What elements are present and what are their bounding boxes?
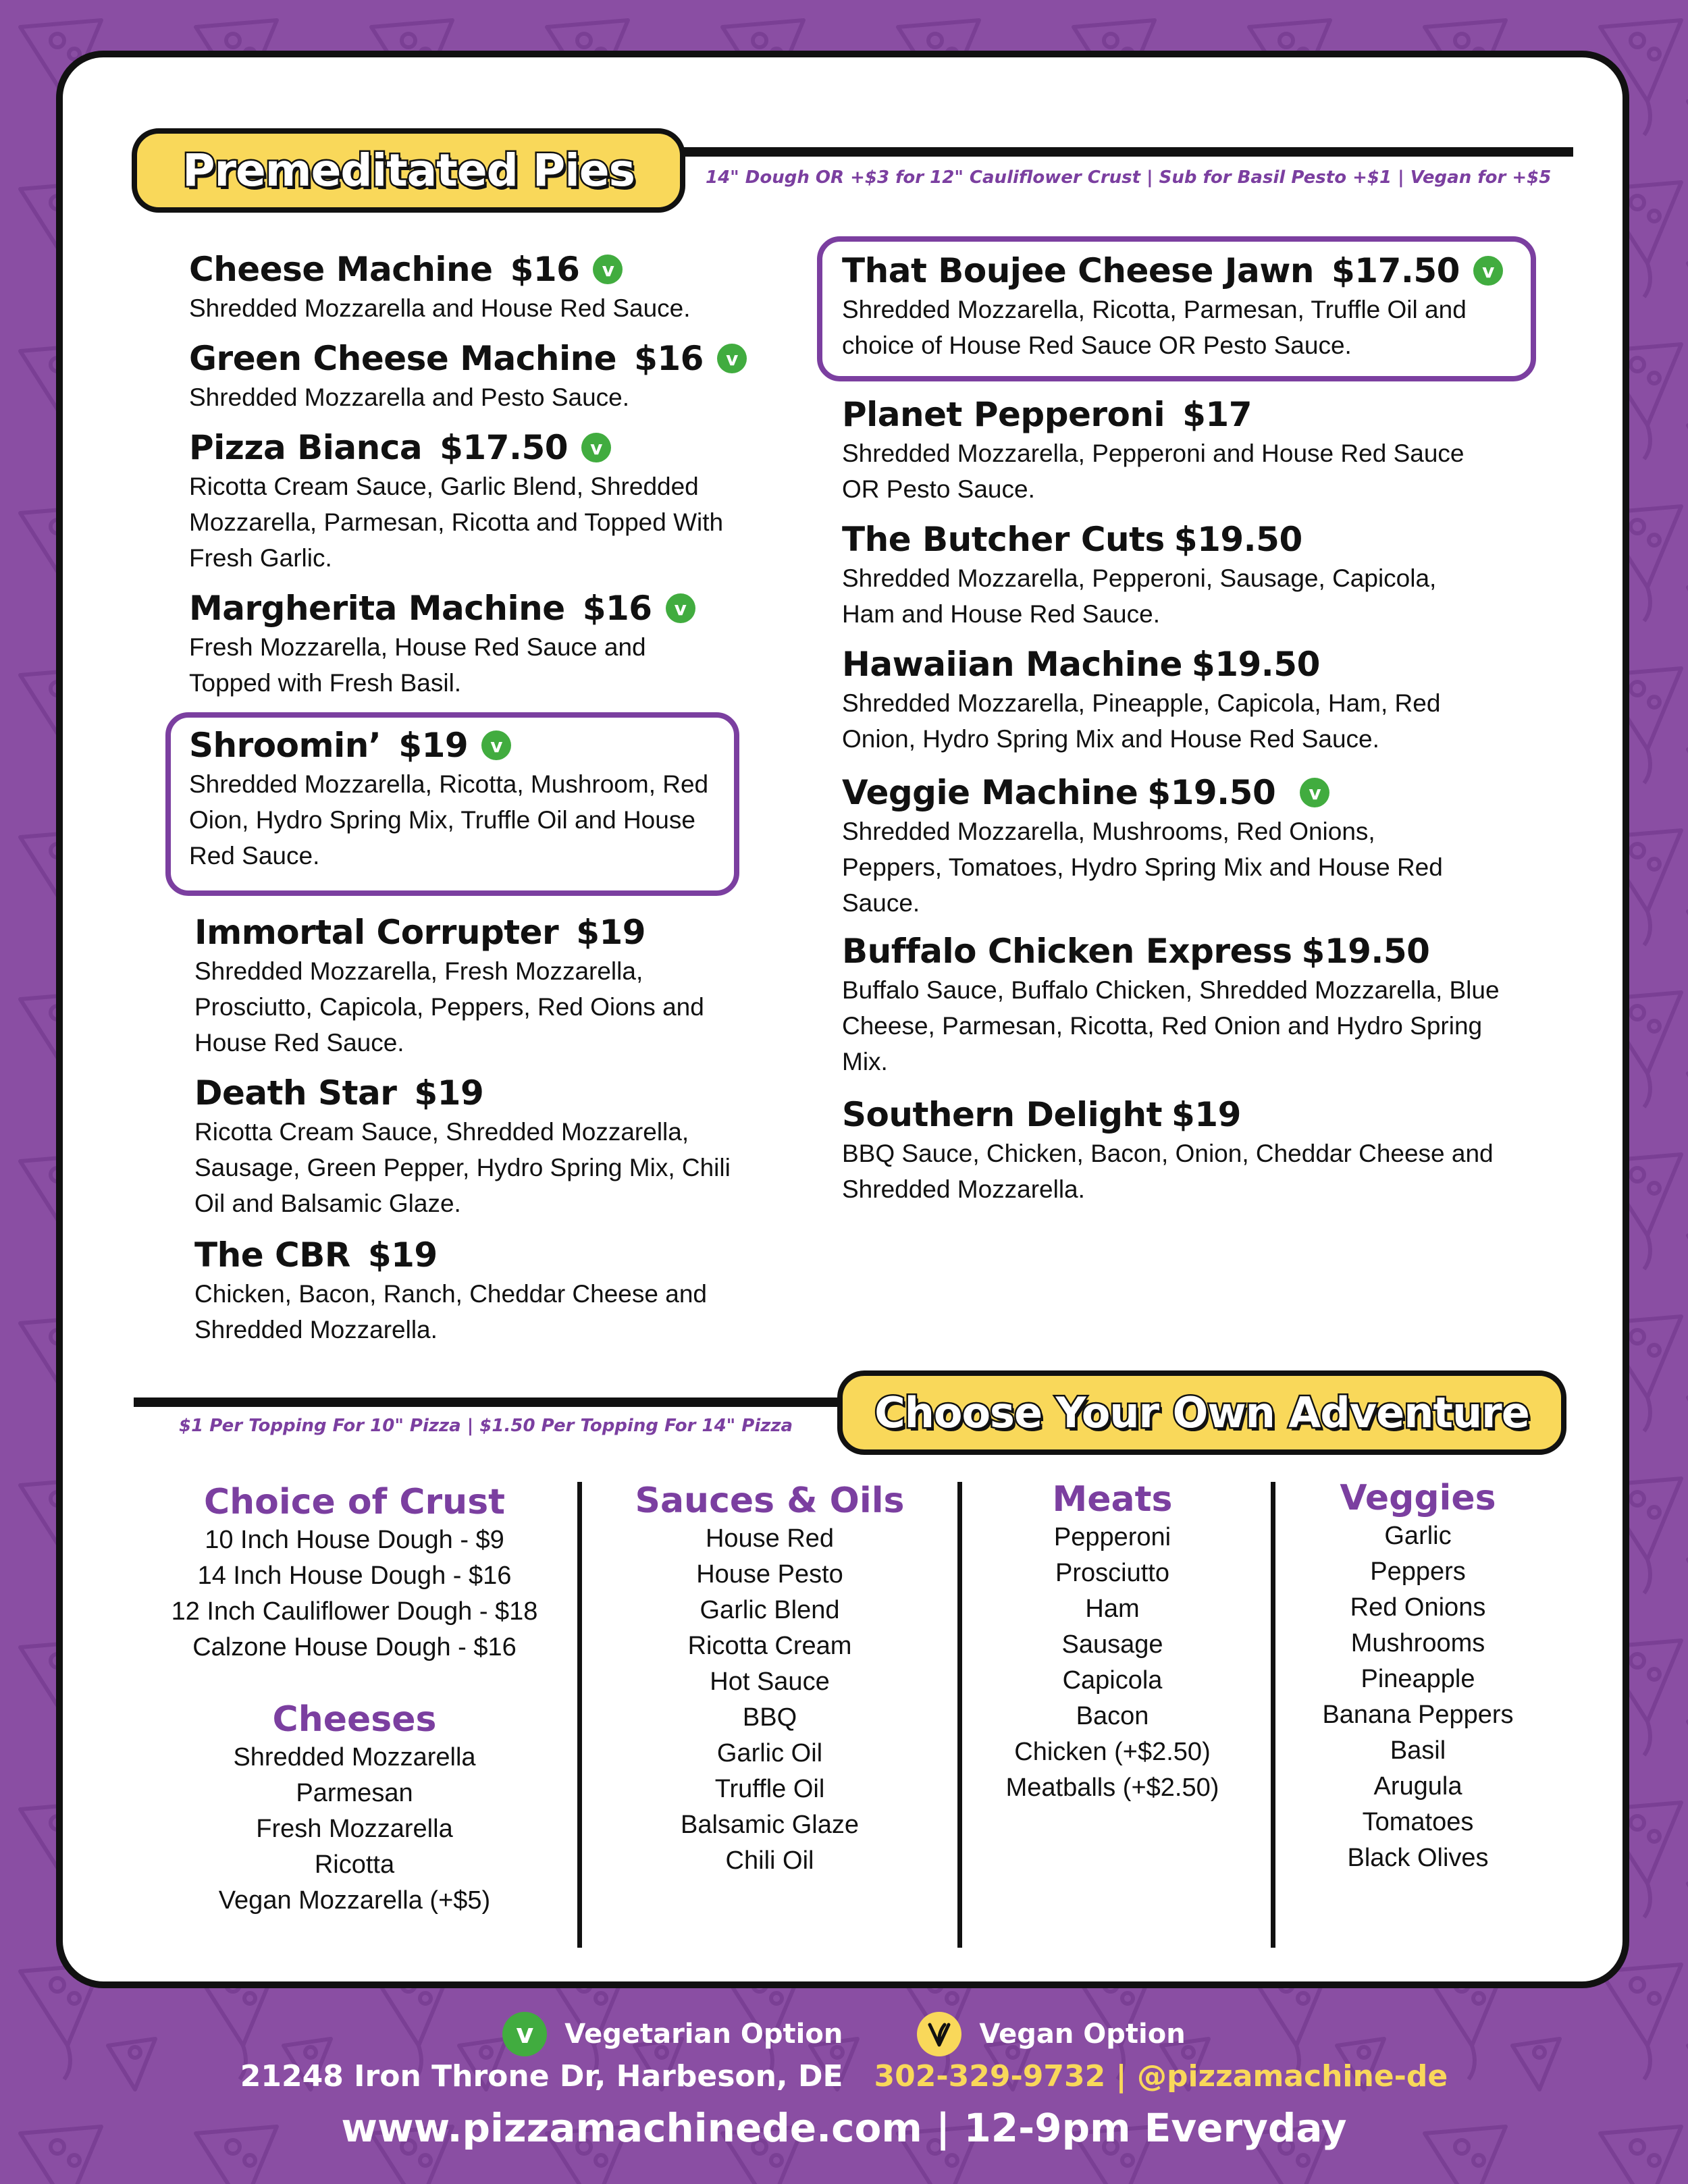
item-name: Pizza Bianca: [189, 428, 423, 467]
list-item: House Red: [705, 1524, 835, 1553]
item-price: $19.50: [1147, 773, 1276, 812]
item-price: $19.50: [1191, 645, 1320, 684]
item-name: The CBR: [194, 1235, 350, 1275]
item-name: Veggie Machine: [842, 773, 1138, 812]
vegetarian-icon: v: [593, 255, 623, 284]
item-name: Cheese Machine: [189, 250, 493, 289]
list-item: Garlic: [1384, 1522, 1452, 1550]
crust-heading: Choice of Crust: [203, 1482, 505, 1522]
premeditated-pies-note: 14" Dough OR +$3 for 12" Cauliflower Crust | Sub for Basil Pesto +$1 | Vegan for +$5: [706, 167, 1552, 188]
hours: 12-9pm Everyday: [964, 2105, 1347, 2151]
item-description: Shredded Mozzarella, Mushrooms, Red Onions, Peppers, Tomatoes, Hydro Spring Mix and House Red Sauce.: [842, 818, 1443, 917]
premeditated-pies-title: Premeditated Pies: [182, 144, 635, 196]
list-item: Fresh Mozzarella: [256, 1815, 453, 1843]
item-description: Shredded Mozzarella, Pepperoni, Sausage, Capicola, Ham and House Red Sauce.: [842, 564, 1437, 628]
meats-heading: Meats: [1052, 1479, 1173, 1520]
list-item: Bacon: [1076, 1702, 1149, 1730]
list-item: Balsamic Glaze: [681, 1811, 859, 1839]
premeditated-pies-banner: [132, 128, 685, 213]
list-item: Ricotta Cream: [687, 1632, 852, 1660]
item-price: $16: [634, 339, 704, 378]
column-divider: [957, 1482, 962, 1948]
crust-column: [132, 1482, 577, 1919]
item-price: $19: [1171, 1095, 1241, 1134]
list-item: Parmesan: [296, 1779, 413, 1807]
item-name: Buffalo Chicken Express: [842, 932, 1292, 971]
list-item: Capicola: [1062, 1666, 1163, 1695]
item-price: $16: [510, 250, 580, 289]
item-price: $17: [1182, 395, 1252, 434]
address: 21248 Iron Throne Dr, Harbeson, DE: [240, 2059, 843, 2094]
list-item: Sausage: [1061, 1630, 1163, 1659]
vegan-legend-label: Vegan Option: [979, 2019, 1186, 2050]
item-description: Ricotta Cream Sauce, Shredded Mozzarella, Sausage, Green Pepper, Hydro Spring Mix, Chili Oil and Balsamic Glaze.: [194, 1118, 731, 1217]
list-item: Basil: [1390, 1736, 1446, 1765]
list-item: Garlic Oil: [716, 1739, 823, 1767]
item-name: Death Star: [194, 1073, 397, 1113]
item-price: $19: [414, 1073, 484, 1113]
vegetarian-icon: v: [1300, 778, 1329, 807]
list-item: 14 Inch House Dough - $16: [197, 1562, 512, 1590]
list-item: Meatballs (+$2.50): [1005, 1774, 1219, 1802]
cyoa-note: $1 Per Topping For 10" Pizza | $1.50 Per Topping For 14" Pizza: [179, 1416, 793, 1436]
item-name: Shroomin’: [189, 726, 381, 765]
sauces-column: [587, 1481, 952, 1879]
item-name: Planet Pepperoni: [842, 395, 1165, 434]
social-handle[interactable]: @pizzamachine-de: [1136, 2059, 1448, 2094]
item-description: BBQ Sauce, Chicken, Bacon, Onion, Cheddar Cheese and Shredded Mozzarella.: [842, 1140, 1494, 1203]
website-link[interactable]: www.pizzamachinede.com: [341, 2105, 922, 2151]
list-item: Mushrooms: [1350, 1629, 1485, 1657]
item-price: $16: [582, 589, 652, 628]
item-price: $17.50: [1331, 251, 1460, 290]
list-item: Vegan Mozzarella (+$5): [218, 1886, 491, 1915]
vegetarian-icon: v: [481, 730, 511, 760]
list-item: Red Onions: [1350, 1593, 1486, 1622]
item-description: Shredded Mozzarella, Pepperoni and House Red Sauce OR Pesto Sauce.: [842, 440, 1465, 503]
item-name: That Boujee Cheese Jawn: [842, 251, 1314, 290]
vegetarian-icon: v: [717, 344, 747, 373]
item-description: Shredded Mozzarella, Fresh Mozzarella, Prosciutto, Capicola, Peppers, Red Oions and House Red Sauce.: [194, 957, 704, 1057]
item-description: Shredded Mozzarella, Pineapple, Capicola, Ham, Red Onion, Hydro Spring Mix and House Red Sauce.: [842, 689, 1441, 753]
cyoa-banner: [837, 1370, 1566, 1455]
list-item: Chicken (+$2.50): [1014, 1738, 1211, 1766]
vegetarian-icon: v: [666, 593, 695, 623]
vegetarian-legend-icon: v: [502, 2012, 547, 2056]
cheeses-heading: Cheeses: [272, 1699, 437, 1740]
list-item: Tomatoes: [1362, 1808, 1474, 1836]
list-item: Hot Sauce: [710, 1668, 830, 1696]
vegetarian-icon: v: [581, 433, 611, 462]
list-item: 10 Inch House Dough - $9: [205, 1526, 504, 1554]
list-item: Peppers: [1370, 1557, 1466, 1586]
list-item: Black Olives: [1347, 1844, 1489, 1872]
item-name: Hawaiian Machine: [842, 645, 1182, 684]
separator: |: [1115, 2059, 1127, 2094]
list-item: Prosciutto: [1055, 1559, 1169, 1587]
legend-row: [0, 2012, 1688, 2056]
item-name: Immortal Corrupter: [194, 913, 559, 952]
item-description: Buffalo Sauce, Buffalo Chicken, Shredded Mozzarella, Blue Cheese, Parmesan, Ricotta, Red Onion and Hydro Spring Mix.: [842, 976, 1500, 1075]
item-description: Ricotta Cream Sauce, Garlic Blend, Shredded Mozzarella, Parmesan, Ricotta and Topped With Fresh Garlic.: [189, 473, 724, 572]
web-row: [0, 2105, 1688, 2151]
item-description: Fresh Mozzarella, House Red Sauce and Topped with Fresh Basil.: [189, 633, 646, 697]
meats-column: [966, 1479, 1259, 1806]
list-item: House Pesto: [696, 1560, 843, 1589]
list-item: Shredded Mozzarella: [233, 1743, 476, 1772]
list-item: Banana Peppers: [1322, 1701, 1514, 1729]
cyoa-title: Choose Your Own Adventure: [874, 1388, 1529, 1437]
list-item: Ham: [1085, 1595, 1140, 1623]
list-item: Calzone House Dough - $16: [192, 1633, 517, 1661]
list-item: BBQ: [742, 1703, 797, 1732]
vegetarian-icon: v: [1473, 256, 1503, 286]
list-item: Chili Oil: [725, 1846, 814, 1875]
list-item: Pineapple: [1361, 1665, 1475, 1693]
vegetarian-legend-label: Vegetarian Option: [564, 2019, 843, 2050]
vegan-legend-icon: [917, 2012, 961, 2056]
column-divider: [1271, 1482, 1275, 1948]
veggies-heading: Veggies: [1340, 1478, 1496, 1518]
item-price: $19.50: [1173, 520, 1302, 559]
item-name: The Butcher Cuts: [842, 520, 1165, 559]
item-name: Green Cheese Machine: [189, 339, 617, 378]
item-description: Shredded Mozzarella, Ricotta, Parmesan, Truffle Oil and choice of House Red Sauce OR Pesto Sauce.: [842, 296, 1467, 359]
item-price: $19: [398, 726, 469, 765]
item-description: Shredded Mozzarella, Ricotta, Mushroom, Red Oion, Hydro Spring Mix, Truffle Oil and House Red Sauce.: [189, 770, 709, 870]
item-name: Southern Delight: [842, 1095, 1163, 1134]
item-description: Chicken, Bacon, Ranch, Cheddar Cheese and Shredded Mozzarella.: [194, 1280, 707, 1343]
list-item: 12 Inch Cauliflower Dough - $18: [171, 1597, 538, 1626]
column-divider: [577, 1482, 582, 1948]
item-price: $19: [576, 913, 646, 952]
list-item: Truffle Oil: [714, 1775, 825, 1803]
sauces-heading: Sauces & Oils: [635, 1481, 905, 1521]
item-description: Shredded Mozzarella and Pesto Sauce.: [189, 383, 630, 411]
item-name: Margherita Machine: [189, 589, 565, 628]
list-item: Garlic Blend: [700, 1596, 840, 1624]
list-item: Ricotta: [314, 1850, 395, 1879]
item-price: $19.50: [1301, 932, 1430, 971]
item-description: Shredded Mozzarella and House Red Sauce.: [189, 294, 691, 322]
veggies-column: [1280, 1478, 1556, 1876]
list-item: Pepperoni: [1053, 1523, 1171, 1551]
item-price: $19: [367, 1235, 438, 1275]
item-price: $17.50: [440, 428, 569, 467]
separator: |: [936, 2105, 951, 2151]
list-item: Arugula: [1373, 1772, 1462, 1801]
phone-number[interactable]: 302-329-9732: [874, 2059, 1106, 2094]
contact-row: [0, 2059, 1688, 2094]
